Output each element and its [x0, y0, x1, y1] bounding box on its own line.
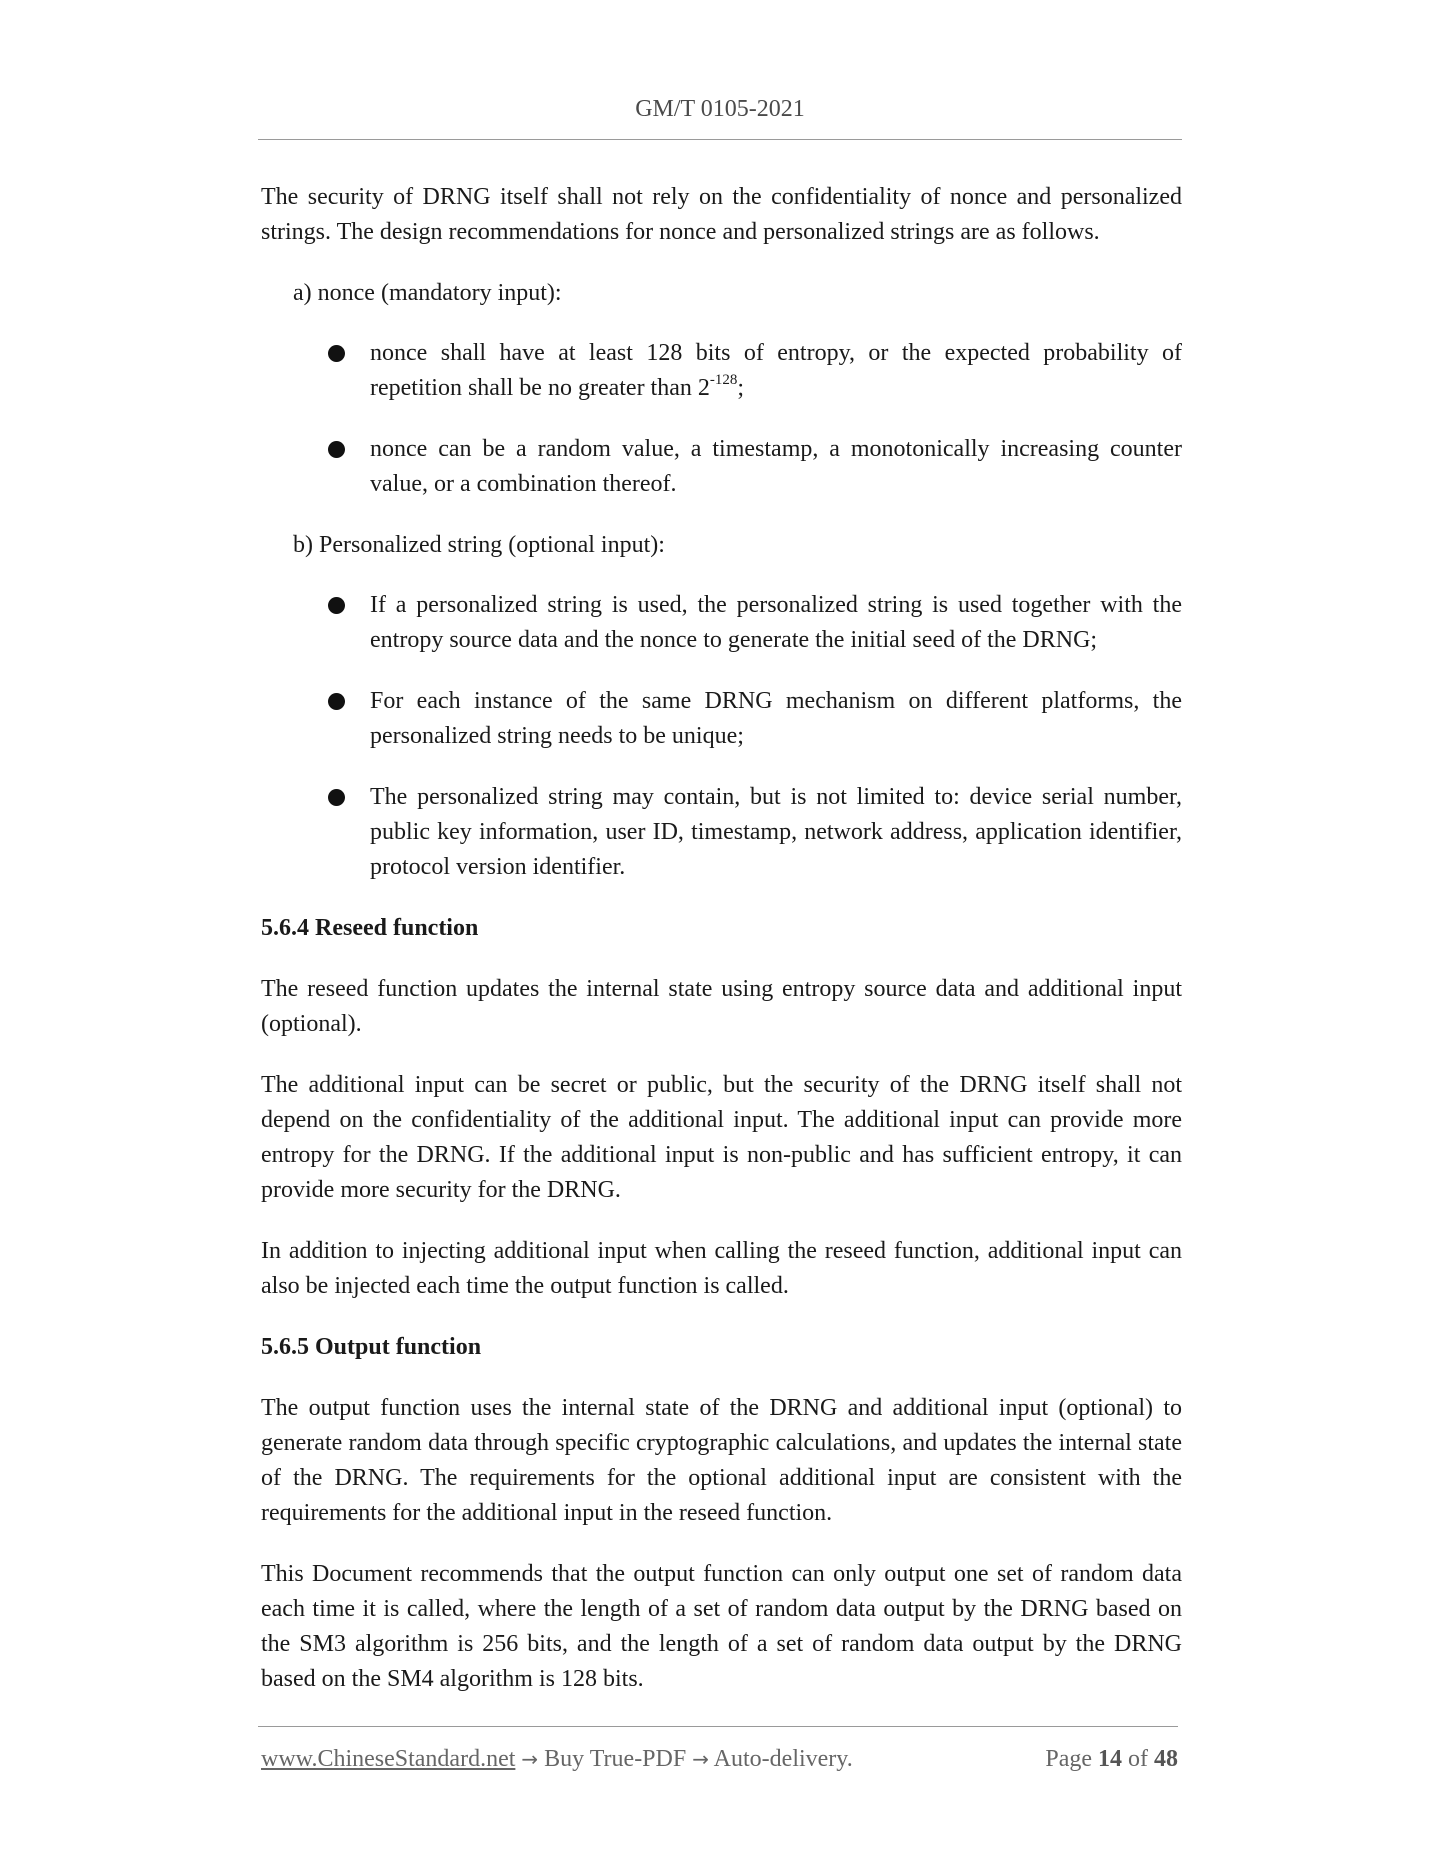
- paragraph: The reseed function updates the internal state using entropy source data and additional input (optional).: [261, 976, 1182, 1037]
- paragraph: The additional input can be secret or public, but the security of the DRNG itself shall not depend on the confidentiality of the additional input. The additional input can provide more entropy for the DRNG. If the additional input is non-public and has sufficient entropy, it can provide more security for the DRNG.: [261, 1072, 1182, 1203]
- intro-paragraph: The security of DRNG itself shall not rely on the confidentiality of nonce and personalized strings. The design recommendations for nonce and personalized strings are as follows.: [261, 184, 1182, 245]
- website-link[interactable]: www.ChineseStandard.net: [261, 1746, 516, 1772]
- bullet-item: [261, 432, 1182, 502]
- delivery-text: Auto-delivery.: [713, 1746, 853, 1772]
- bullet-item: [261, 684, 1182, 754]
- footer-divider: [258, 1726, 1178, 1727]
- exponent: -128: [709, 372, 738, 388]
- paragraph: This Document recommends that the output function can only output one set of random data each time it is called, where the length of a set of random data output by the DRNG based on the SM3 algorithm is 256 bits, and the length of a set of random data output by the DRNG based on the SM4 algorithm is 128 bits.: [261, 1561, 1182, 1692]
- arrow-right-icon: →: [692, 1747, 709, 1771]
- list-item-a-label: a) nonce (mandatory input):: [293, 280, 562, 306]
- bullet-text: The personalized string may contain, but is not limited to: device serial number, public key information, user ID, timestamp, network address, application identifier, protocol version identifier.: [370, 784, 1182, 880]
- bullet-icon: [328, 789, 345, 806]
- total-pages: 48: [1154, 1746, 1178, 1772]
- nonce-entropy-text: nonce shall have at least 128 bits of entropy, or the expected probability of repetition shall be no greater than 2: [370, 340, 1182, 401]
- bullet-item: [261, 588, 1182, 658]
- arrow-right-icon: →: [521, 1747, 539, 1771]
- page-body: [261, 180, 1182, 1723]
- page-footer: [261, 1746, 1178, 1780]
- buy-pdf-text: Buy True-PDF: [544, 1746, 687, 1772]
- bullet-text: [370, 340, 1182, 401]
- section-heading-output: 5.6.5 Output function: [261, 1334, 482, 1360]
- bullet-text: For each instance of the same DRNG mechanism on different platforms, the personalized string needs to be unique;: [370, 688, 1182, 749]
- paragraph: The output function uses the internal state of the DRNG and additional input (optional) to generate random data through specific cryptographic calculations, and updates the internal state of the DRNG. The requirements for the optional additional input are consistent with the requirements for the additional input in the reseed function.: [261, 1395, 1182, 1526]
- bullet-text: nonce can be a random value, a timestamp, a monotonically increasing counter value, or a combination thereof.: [370, 436, 1182, 497]
- bullet-icon: [328, 441, 345, 458]
- paragraph: In addition to injecting additional input when calling the reseed function, additional input can also be injected each time the output function is called.: [261, 1238, 1182, 1299]
- header-divider: [258, 139, 1182, 140]
- bullet-icon: [328, 693, 345, 710]
- bullet-item: [261, 336, 1182, 406]
- list-item-b-label: b) Personalized string (optional input):: [293, 532, 665, 558]
- bullet-icon: [328, 345, 345, 362]
- section-heading-reseed: 5.6.4 Reseed function: [261, 915, 479, 941]
- of-label: of: [1128, 1746, 1148, 1772]
- punctuation: ;: [737, 375, 745, 401]
- current-page: 14: [1098, 1746, 1122, 1772]
- bullet-text: If a personalized string is used, the personalized string is used together with the entropy source data and the nonce to generate the initial seed of the DRNG;: [370, 592, 1182, 653]
- bullet-item: [261, 780, 1182, 885]
- page-label: Page: [1045, 1746, 1092, 1772]
- page-number: [1045, 1746, 1178, 1773]
- document-header: GM/T 0105-2021: [635, 96, 805, 122]
- bullet-icon: [328, 597, 345, 614]
